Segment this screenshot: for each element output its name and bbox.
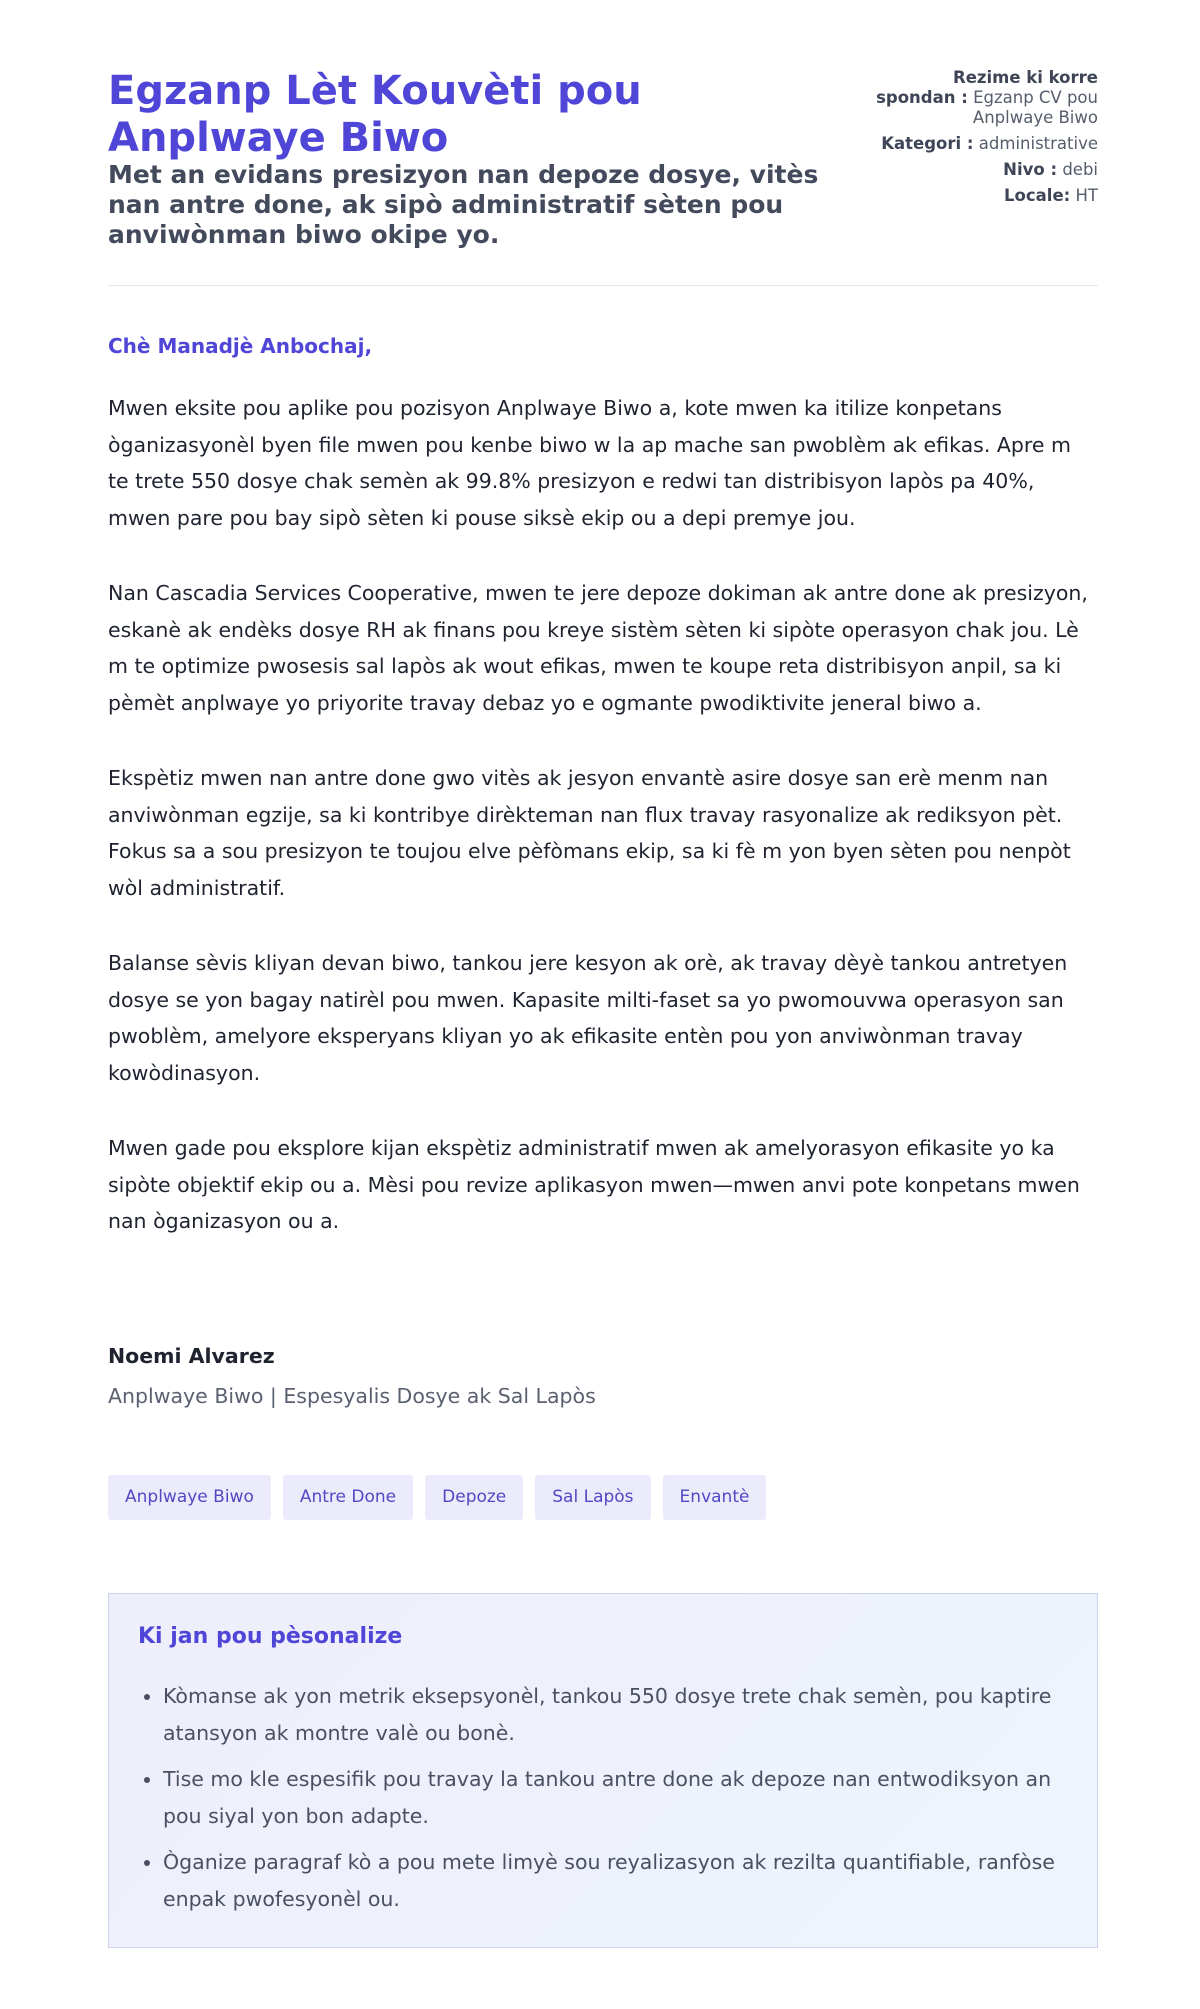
- letter-paragraph: Balanse sèvis kliyan devan biwo, tankou jere kesyon ak orè, ak travay dèyè tankou antretyen dosye se yon bagay natirèl pou mwen. Kapasite milti-faset sa yo pwomouvwa operasyon san pwoblèm, amelyore eksperyans kliyan yo ak efikasite entèn pou yon anviwònman travay kowòdinasyon.: [108, 951, 1068, 1085]
- tag: Antre Done: [283, 1475, 413, 1520]
- meta-panel: [868, 68, 1098, 212]
- tag: Anplwaye Biwo: [108, 1475, 271, 1520]
- tips-title: Ki jan pou pèsonalize: [138, 1624, 403, 1649]
- meta-summary: [868, 68, 1098, 128]
- signature-role: Anplwaye Biwo | Espesyalis Dosye ak Sal Lapòs: [108, 1384, 596, 1408]
- letter-paragraph: Mwen gade pou eksplore kijan ekspètiz administratif mwen ak amelyorasyon efikasite yo ka sipòte objektif ekip ou a. Mèsi pou revize aplikasyon mwen—mwen anvi pote konpetans mwen nan òganizasyon ou a.: [108, 1136, 1080, 1233]
- tag: Depoze: [425, 1475, 523, 1520]
- meta-locale-value: HT: [1075, 186, 1098, 205]
- meta-category: [868, 134, 1098, 154]
- meta-level-value: debi: [1062, 160, 1098, 179]
- page-subtitle: Met an evidans presizyon nan depoze dosye, vitès nan antre done, ak sipò administratif sèten pou anviwònman biwo okipe yo.: [108, 160, 819, 249]
- page-title: Egzanp Lèt Kouvèti pou Anplwaye Biwo: [108, 68, 642, 161]
- tag: Envantè: [663, 1475, 767, 1520]
- meta-level-label: Nivo :: [1003, 160, 1058, 179]
- letter-greeting: Chè Manadjè Anbochaj,: [108, 334, 373, 358]
- meta-locale: [868, 186, 1098, 206]
- letter-paragraph: Mwen eksite pou aplike pou pozisyon Anplwaye Biwo a, kote mwen ka itilize konpetans òganizasyonèl byen file mwen pou kenbe biwo w la ap mache san pwoblèm ak efikas. Apre m te trete 550 dosye chak semèn ak 99.8% presizyon e redwi tan distribisyon lapòs pa 40%, mwen pare pou bay sipò sèten ki pouse siksè ekip ou a depi premye jou.: [108, 396, 1071, 530]
- letter-body: [108, 390, 1098, 1279]
- meta-level: [868, 160, 1098, 180]
- tip-item: • Òganize paragraf kò a pou mete limyè sou reyalizasyon ak rezilta quantifiable, ranfòse enpak pwofesyonèl ou.: [163, 1844, 1058, 1918]
- signature-name: Noemi Alvarez: [108, 1344, 275, 1368]
- tip-item: • Kòmanse ak yon metrik eksepsyonèl, tankou 550 dosye trete chak semèn, pou kaptire atansyon ak montre valè ou bonè.: [163, 1678, 1058, 1752]
- tips-list: [138, 1678, 1058, 1927]
- tip-item: • Tise mo kle espesifik pou travay la tankou antre done ak depoze nan entwodiksyon an pou siyal yon bon adapte.: [163, 1761, 1058, 1835]
- meta-category-value: administrative: [978, 134, 1098, 153]
- customization-tips-box: [108, 1593, 1098, 1948]
- tag-list: [108, 1475, 766, 1520]
- tag: Sal Lapòs: [535, 1475, 650, 1520]
- meta-summary-label: Rezime ki korre spondan :: [876, 68, 1098, 107]
- letter-paragraph: Nan Cascadia Services Cooperative, mwen te jere depoze dokiman ak antre done ak presizyon, eskanè ak endèks dosye RH ak finans pou kreye sistèm sèten ki sipòte operasyon chak jou. Lè m te optimize pwosesis sal lapòs ak wout efikas, mwen te koupe reta distribisyon anpil, sa ki pèmèt anplwaye yo priyorite travay debaz yo e ogmante pwodiktivite jeneral biwo a.: [108, 581, 1088, 715]
- meta-locale-label: Locale:: [1004, 186, 1071, 205]
- meta-category-label: Kategori :: [881, 134, 974, 153]
- meta-summary-value: Egzanp CV pou Anplwaye Biwo: [972, 88, 1098, 127]
- page-header: [108, 68, 1098, 286]
- letter-paragraph: Ekspètiz mwen nan antre done gwo vitès ak jesyon envantè asire dosye san erè menm nan anviwònman egzije, sa ki kontribye dirèkteman nan flux travay rasyonalize ak rediksyon pèt. Fokus sa a sou presizyon te toujou elve pèfòmans ekip, sa ki fè m yon byen sèten pou nenpòt wòl administratif.: [108, 766, 1071, 900]
